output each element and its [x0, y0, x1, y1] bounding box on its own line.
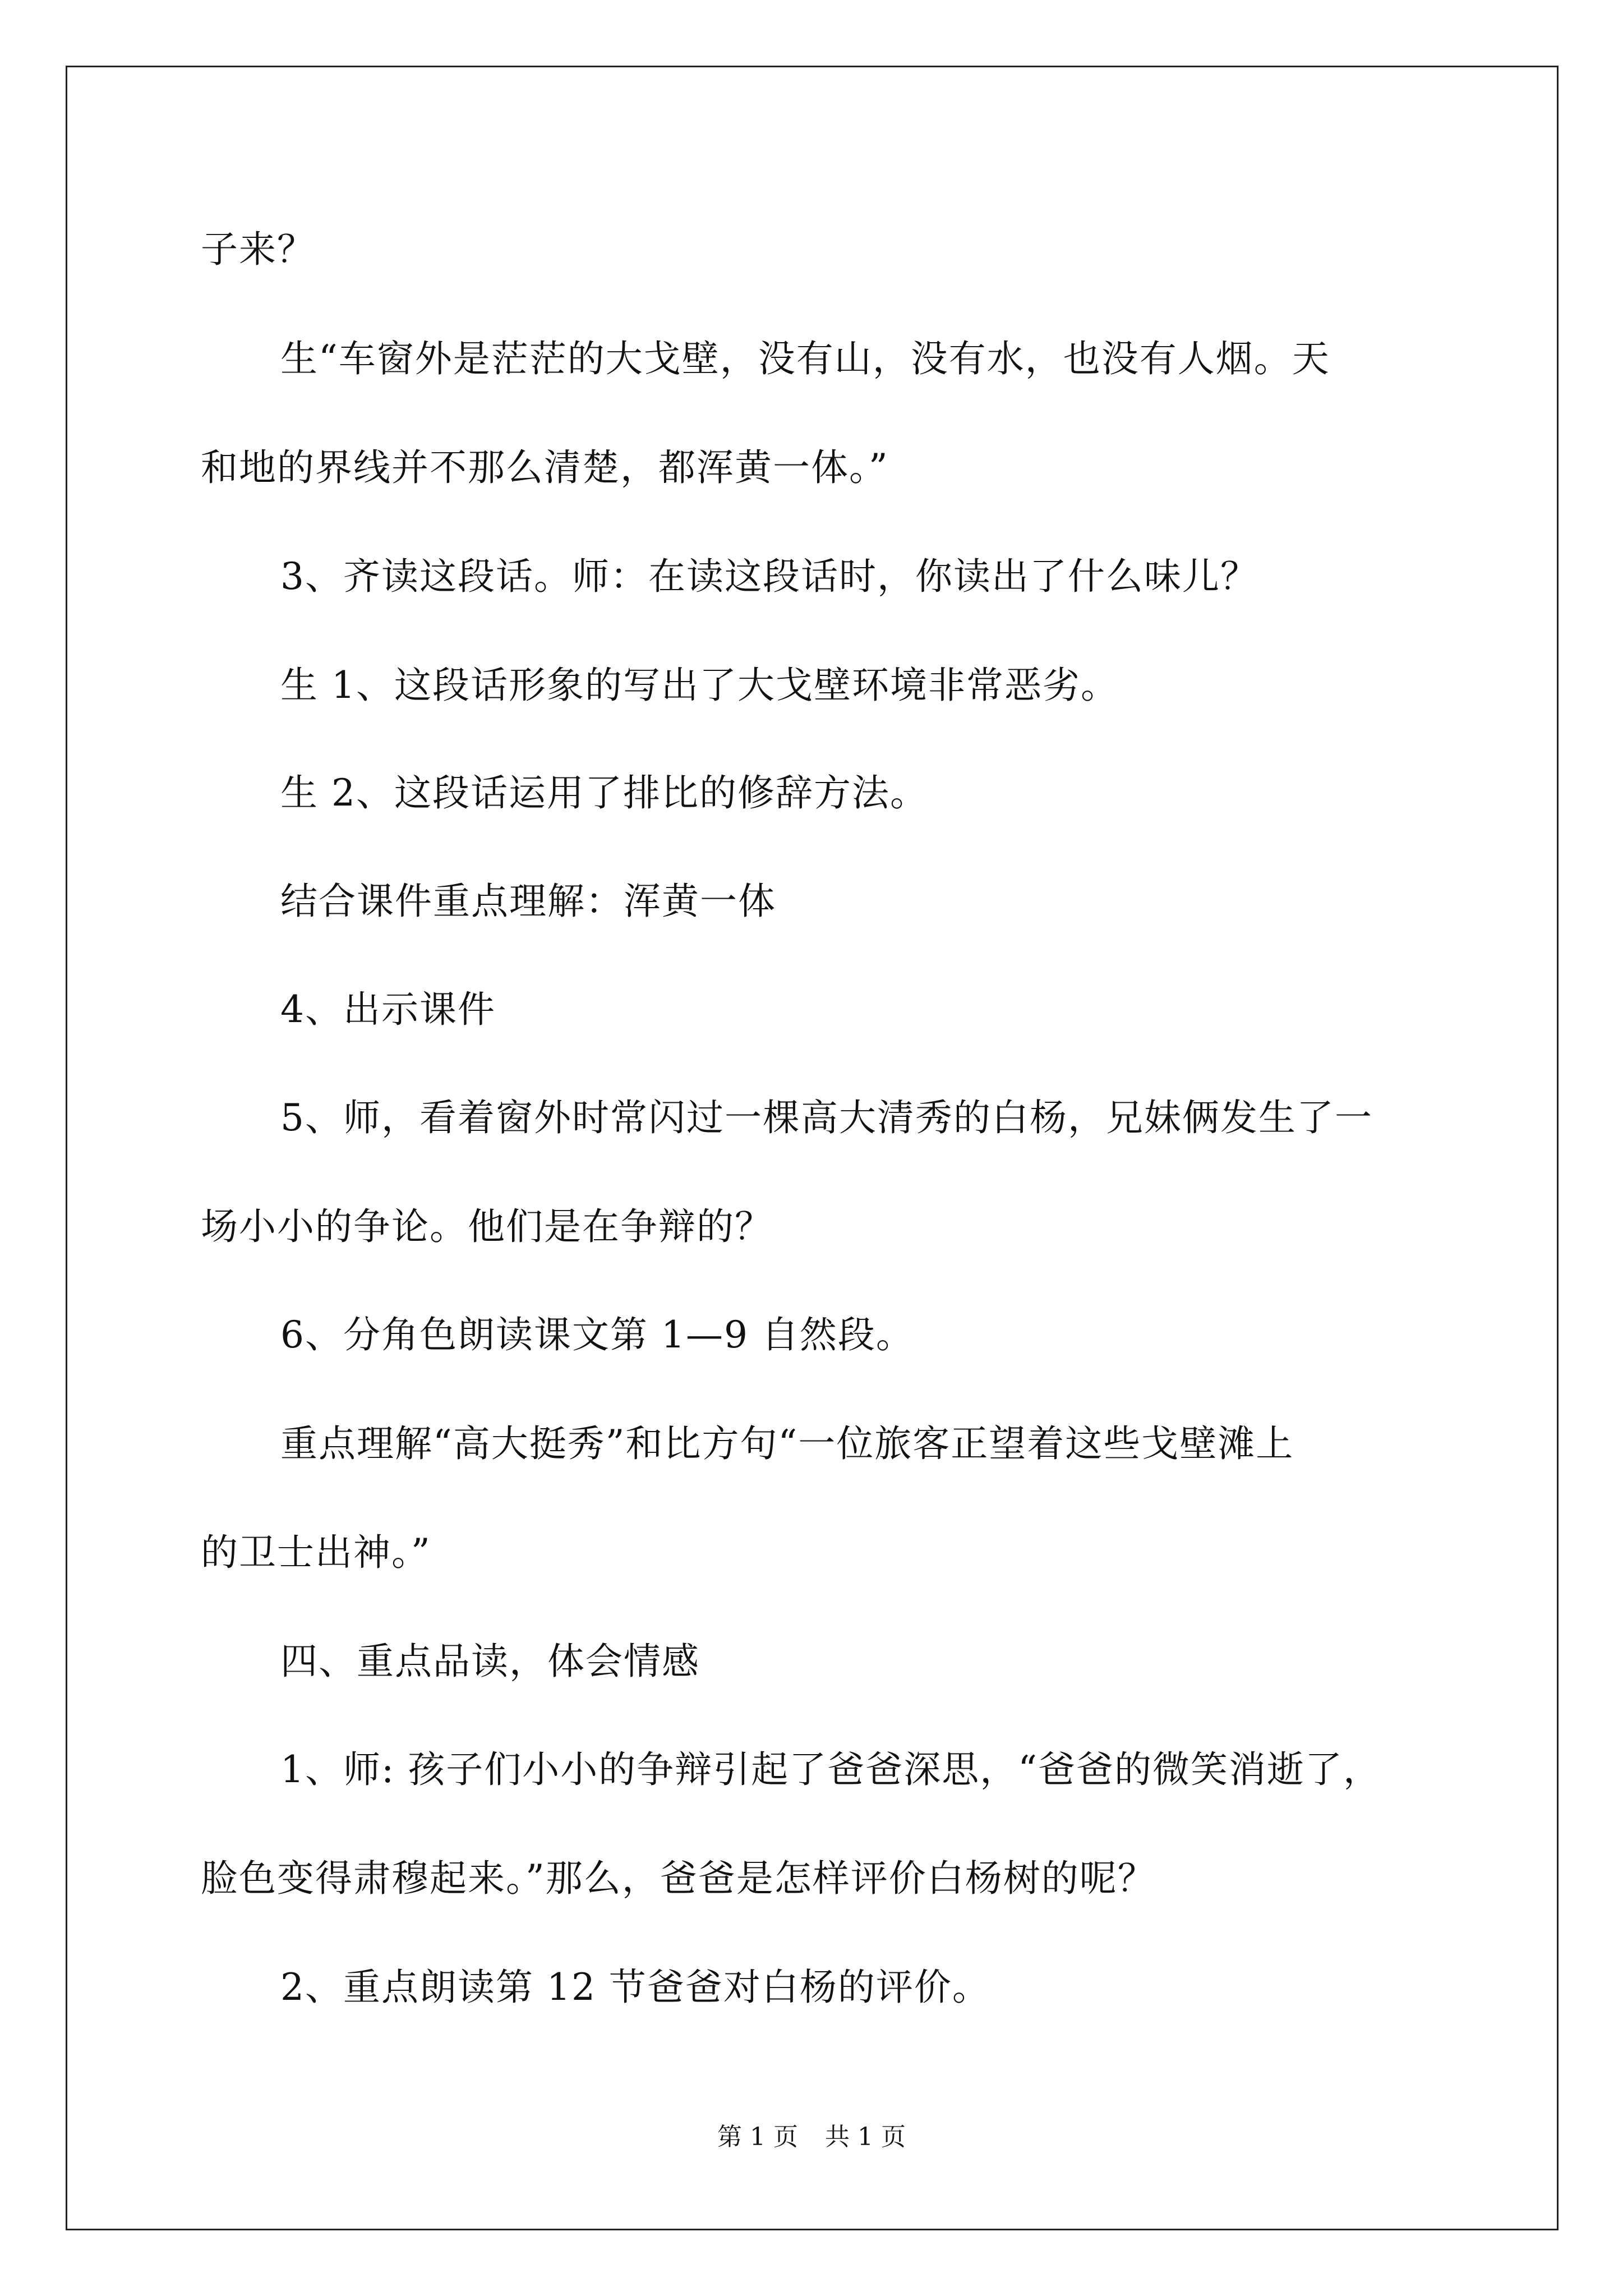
- text-line: 四、重点品读，体会情感: [280, 1640, 700, 1683]
- text-line: 3、齐读这段话。师：在读这段话时，你读出了什么味儿？: [280, 555, 1258, 598]
- page-total: 共 1 页: [825, 2123, 906, 2151]
- text-line: 1、师: 孩子们小小的争辩引起了爸爸深思，“爸爸的微笑消逝了，: [280, 1748, 1381, 1791]
- text-line: 的卫士出神。”: [201, 1531, 431, 1574]
- text-line: 重点理解“高大挺秀”和比方句“一位旅客正望着这些戈壁滩上: [280, 1422, 1294, 1465]
- text-line: 场小小的争论。他们是在争辩的？: [201, 1205, 773, 1248]
- text-line: 和地的界线并不那么清楚，都浑黄一体。”: [201, 446, 889, 489]
- text-line: 脸色变得肃穆起来。”那么，爸爸是怎样评价白杨树的呢？: [201, 1857, 1156, 1900]
- text-line: 生 2、这段话运用了排比的修辞方法。: [280, 771, 928, 815]
- page-frame: [66, 66, 1559, 2230]
- text-line: 5、师，看着窗外时常闪过一棵高大清秀的白杨，兄妹俩发生了一: [280, 1096, 1373, 1139]
- page-number: 第 1 页: [717, 2123, 798, 2151]
- page-footer: [0, 2125, 1623, 2150]
- text-line: 生 1、这段话形象的写出了大戈壁环境非常恶劣。: [280, 664, 1119, 707]
- text-line: 6、分角色朗读课文第 1—9 自然段。: [280, 1313, 914, 1356]
- text-line: 2、重点朗读第 12 节爸爸对白杨的评价。: [280, 1966, 990, 2009]
- text-line: 4、出示课件: [280, 988, 496, 1031]
- text-line: 生“车窗外是茫茫的大戈壁，没有山，没有水，也没有人烟。天: [280, 337, 1330, 380]
- text-line: 结合课件重点理解：浑黄一体: [280, 880, 776, 923]
- text-line: 子来？: [201, 228, 315, 271]
